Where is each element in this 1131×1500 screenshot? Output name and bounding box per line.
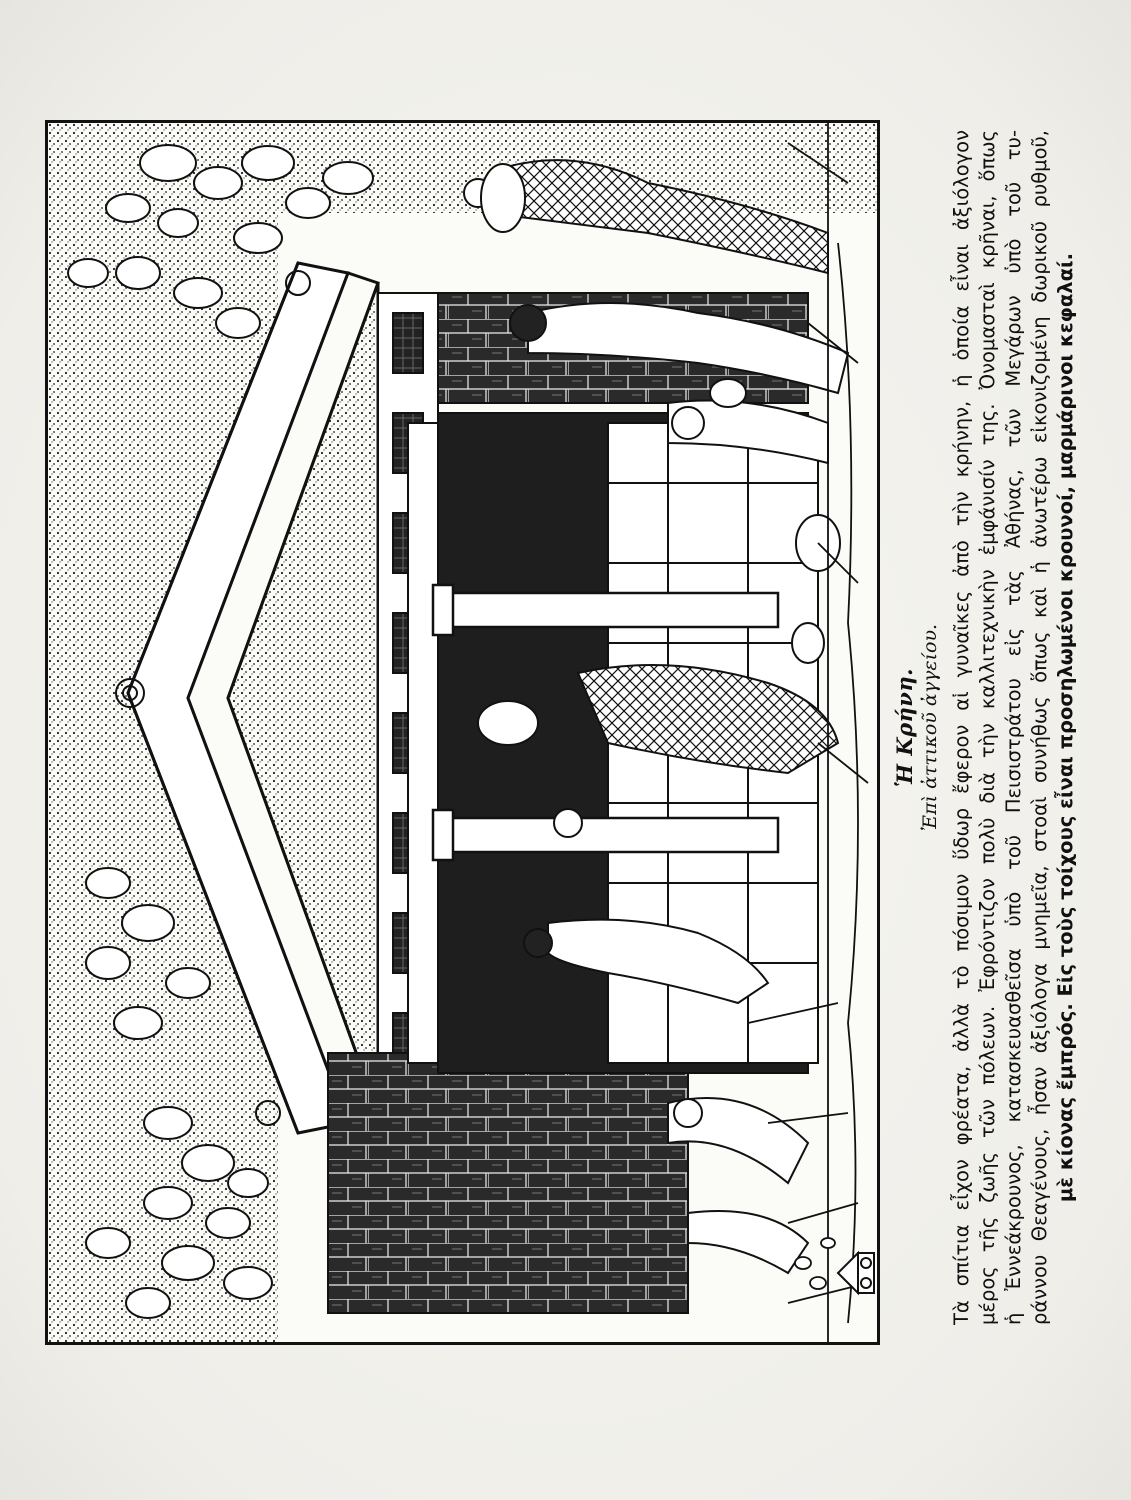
masonry-wall-bottom: [328, 1053, 688, 1313]
caption-title: Ἡ Κρήνη.: [892, 668, 917, 787]
caption-subtitle: Ἐπὶ ἀττικοῦ ἀγγείου.: [919, 623, 941, 832]
caption-line: μέρος τῆς ζωῆς τῶν πόλεων. Ἐφρόντιζον πολὺ διὰ τὴν καλλιτεχνικὴν ἐμφάνισίν της. Ὀνομασταὶ κρῆναι, ὅπως: [976, 130, 999, 1325]
caption-line: μὲ κίονας ἔμπρός. Εἰς τοὺς τοίχους εἶναι προσηλωμένοι κρουνοί, μαρμάρινοι κεφαλαί.: [1054, 252, 1077, 1203]
caption-body: [949, 130, 1079, 1325]
caption-line: Τὰ σπίτια εἶχον φρέατα, ἀλλὰ τὸ πόσιμον ὕδωρ ἔφερον αἱ γυναῖκες ἀπὸ τὴν κρήνην, ἡ ὁποία εἶναι ἀξιόλογον: [950, 130, 973, 1325]
caption-line: ράννου Θεαγένους, ἦσαν ἀξιόλογα μνημεῖα, στοαὶ συνήθως ὅπως καὶ ἡ ἀνωτέρω εἰκονιζομένη δωρικοῦ ρυθμοῦ,: [1028, 130, 1051, 1325]
fountain-house-illustration: [45, 120, 880, 1345]
caption-line: ἡ Ἐννεάκρουνος, κατασκευασθεῖσα ὑπὸ τοῦ Πεισιστράτου εἰς τὰς Ἀθήνας, τῶν Μεγάρων ὑπὸ τοῦ τυ-: [1002, 130, 1025, 1325]
caption: [890, 120, 1120, 1345]
